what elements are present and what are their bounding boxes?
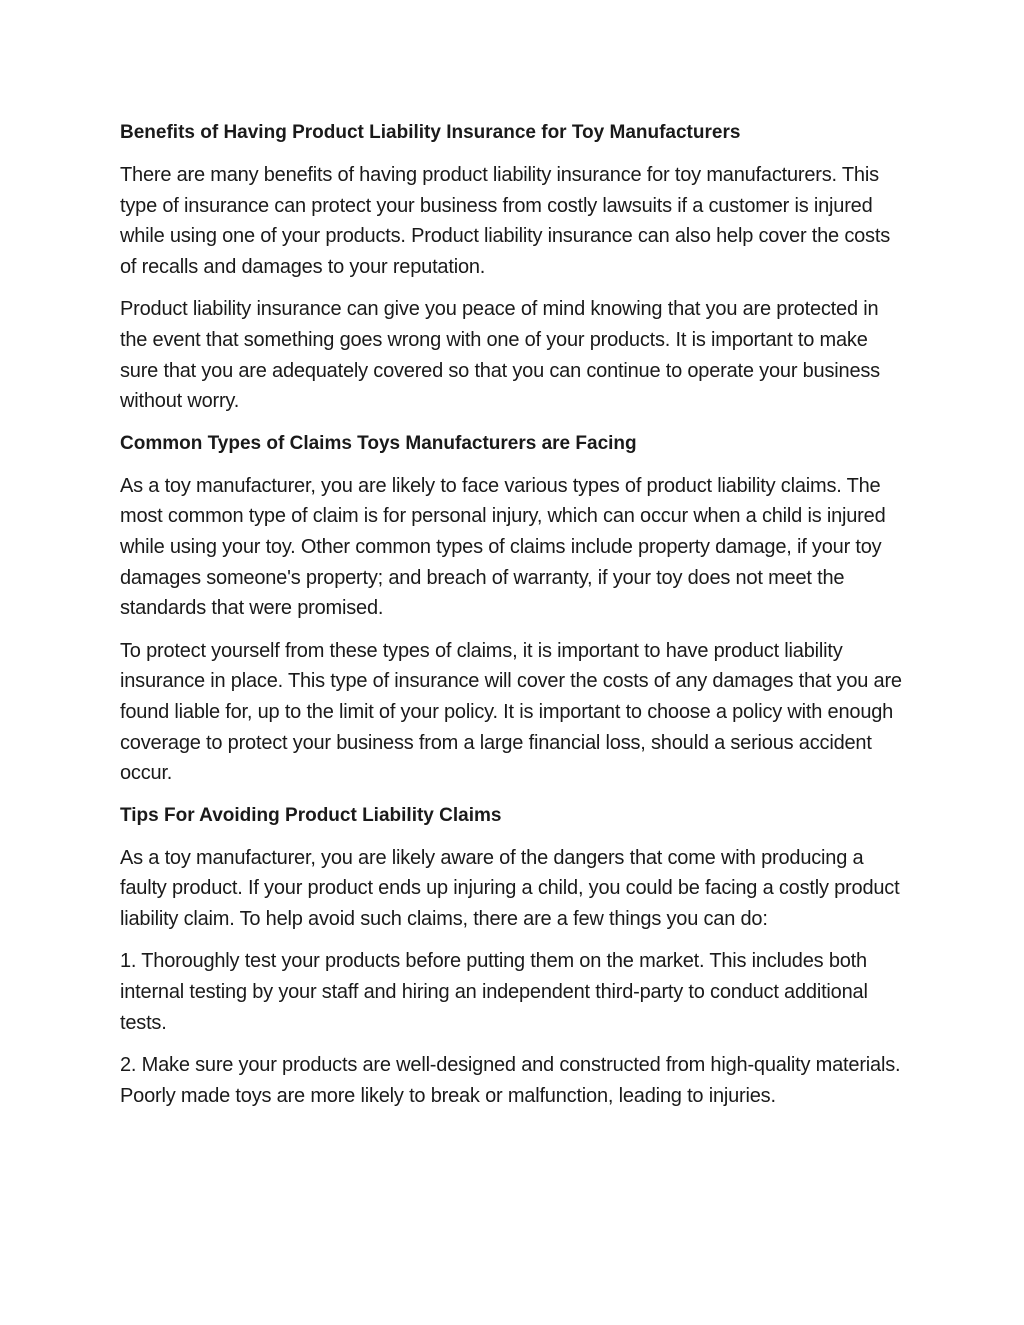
paragraph: There are many benefits of having product liability insurance for toy manufacturers. This type of insurance can protect your business from costly lawsuits if a customer is injured while using one of your products. Product liability insurance can also help cover the costs of recalls and damages to your reputation. <box>120 164 891 278</box>
section-heading: Benefits of Having Product Liability Insurance for Toy Manufacturers <box>120 122 741 143</box>
document-page <box>120 118 910 1123</box>
paragraph: As a toy manufacturer, you are likely to face various types of product liability claims. The most common type of claim is for personal injury, which can occur when a child is injured while using your toy. Other common types of claims include property damage, if your toy damages someone's property; and breach of warranty, if your toy does not meet the standards that were promised. <box>120 474 886 620</box>
section-benefits <box>120 118 910 417</box>
list-item: 2. Make sure your products are well-designed and constructed from high-quality materials. Poorly made toys are more likely to break or malfunction, leading to injuries. <box>120 1054 901 1107</box>
paragraph: To protect yourself from these types of claims, it is important to have product liability insurance in place. This type of insurance will cover the costs of any damages that you are found liable for, up to the limit of your policy. It is important to choose a policy with enough coverage to protect your business from a large financial loss, should a serious accident occur. <box>120 639 902 785</box>
paragraph: Product liability insurance can give you peace of mind knowing that you are protected in the event that something goes wrong with one of your products. It is important to make sure that you are adequately covered so that you can continue to operate your business without worry. <box>120 298 880 413</box>
section-heading: Common Types of Claims Toys Manufacturers are Facing <box>120 432 637 454</box>
section-common-claims <box>120 429 910 789</box>
list-item: 1. Thoroughly test your products before putting them on the market. This includes both internal testing by your staff and hiring an independent third-party to conduct additional tests. <box>120 950 868 1034</box>
paragraph: As a toy manufacturer, you are likely aware of the dangers that come with producing a faulty product. If your product ends up injuring a child, you could be facing a costly product liability claim. To help avoid such claims, there are a few things you can do: <box>120 846 900 930</box>
section-tips <box>120 801 910 1112</box>
section-heading: Tips For Avoiding Product Liability Claims <box>120 804 502 826</box>
